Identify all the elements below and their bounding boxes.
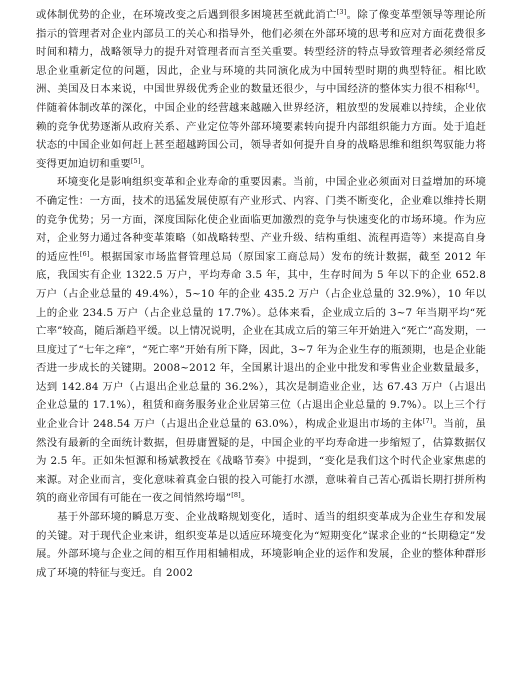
body-paragraph — [36, 173, 486, 508]
body-paragraph — [36, 508, 486, 582]
citation-marker: [7] — [422, 417, 433, 426]
citation-marker: [6] — [79, 249, 90, 258]
paragraph-text: 。根据国家市场监督管理总局（原国家工商总局）发布的统计数据，截至 2012 年底，我国实有企业 1322.5 万户，平均寿命 3.5 年，其中，生存时间为 5 年以下的企业 652.8 万户（占企业总量的 49.4%），5~10 年的企业 435.2 万户（占企业总量的 32.9%），10 年以上的企业 234.5 万户（占企业总量的 17.7%）。总体来看，企业成立后的 3~7 年当期平均“死亡率”较高，随后渐趋平缓。以上情况说明，企业在其成立后的第三年开始进入“死亡”高发期，一旦度过了“七年之痒”，“死亡率”开始有所下降，因此，3~7 年为企业生存的瓶颈期，也是企业能否进一步成长的关键期。2008~2012 年，全国累计退出的企业中批发和零售业企业数量最多，达到 142.84 万户（占退出企业总量的 36.2%），其次是制造业企业，达 67.43 万户（占退出企业总量的 17.1%），租赁和商务服务业企业居第三位（占退出企业总量的 9.7%）。以上三个行业企业合计 248.54 万户（占退出企业总量的 63.0%），构成企业退出市场的主体 — [36, 250, 486, 431]
paragraph-text: 。当前，虽然没有最新的全面统计数据，但毋庸置疑的是，中国企业的平均寿命进一步缩短了，估算数据仅为 2.5 年。正如朱恒源和杨斌教授在《战略节奏》中提到，“变化是我们这个时代企业家焦虑的来源。对企业而言，变化意味着真金白银的投入可能打水漂，意味着自己苦心孤诣长期打拼所构筑的商业帝国有可能在一夜之间悄然垮塌” — [36, 418, 486, 505]
citation-marker: [8] — [231, 491, 241, 500]
citation-marker: [5] — [130, 156, 141, 165]
paragraph-text: 。 — [140, 157, 152, 170]
paragraph-text: 。伴随着体制改革的深化，中国企业的经营越来越融入世界经济，粗放型的发展难以持续，企业依赖的竞争优势逐渐从政府关系、产业定位等外部环境要素转向提升内部组织能力方面。处于追赶状态的中国企业如何赶上甚至超越跨国公司，领导者如何提升自身的战略思维和组织驾驭能力将变得更加迫切和重要 — [36, 83, 486, 170]
citation-marker: [3] — [336, 8, 347, 16]
body-paragraph — [36, 6, 486, 173]
paragraph-text: 。 — [240, 492, 252, 505]
citation-marker: [4] — [465, 82, 476, 91]
paragraph-text: 基于外部环境的瞬息万变、企业战略规划变化，适时、适当的组织变革成为企业生存和发展的关键。对于现代企业来讲，组织变革是以适应环境变化为“短期变化”谋求企业的“长期稳定”发展。外部环境与企业之间的相互作用相辅相成，环境影响企业的运作和发展，企业的整体种群形成了环境的特征与变迁。自 2002 — [36, 511, 486, 579]
paragraph-text: 。除了像变革型领导等理论所指示的管理者对企业内部员工的关心和指导外，他们必须在外部环境的思考和应对方面花费很多时间和精力，战略领导力的提升对管理者而言至关重要。转型经济的特点导致管理者必须经常反思企业重新定位的问题，因此，企业与环境的共同演化成为中国转型时期的典型特征。相比欧洲、美国及日本来说，中国世界级优秀企业的数量还很少，与中国经济的整体实力很不相称 — [36, 9, 487, 96]
paragraph-text: 环境变化是影响组织变革和企业寿命的重要因素。当前，中国企业必须面对日益增加的环境不确定性：一方面，技术的迅猛发展使原有产业形式、内容、门类不断变化，企业难以维持长期的竞争优势；另一方面，深度国际化使企业面临更加激烈的竞争与快速变化的市场环境。作为应对，企业努力通过各种变革策略（如战略转型、产业升级、结构重组、流程再造等）来提高自身的适应性 — [36, 176, 486, 263]
paragraph-text: 或体制优势的企业，在环境改变之后遇到很多困境甚至就此消亡 — [36, 9, 337, 21]
